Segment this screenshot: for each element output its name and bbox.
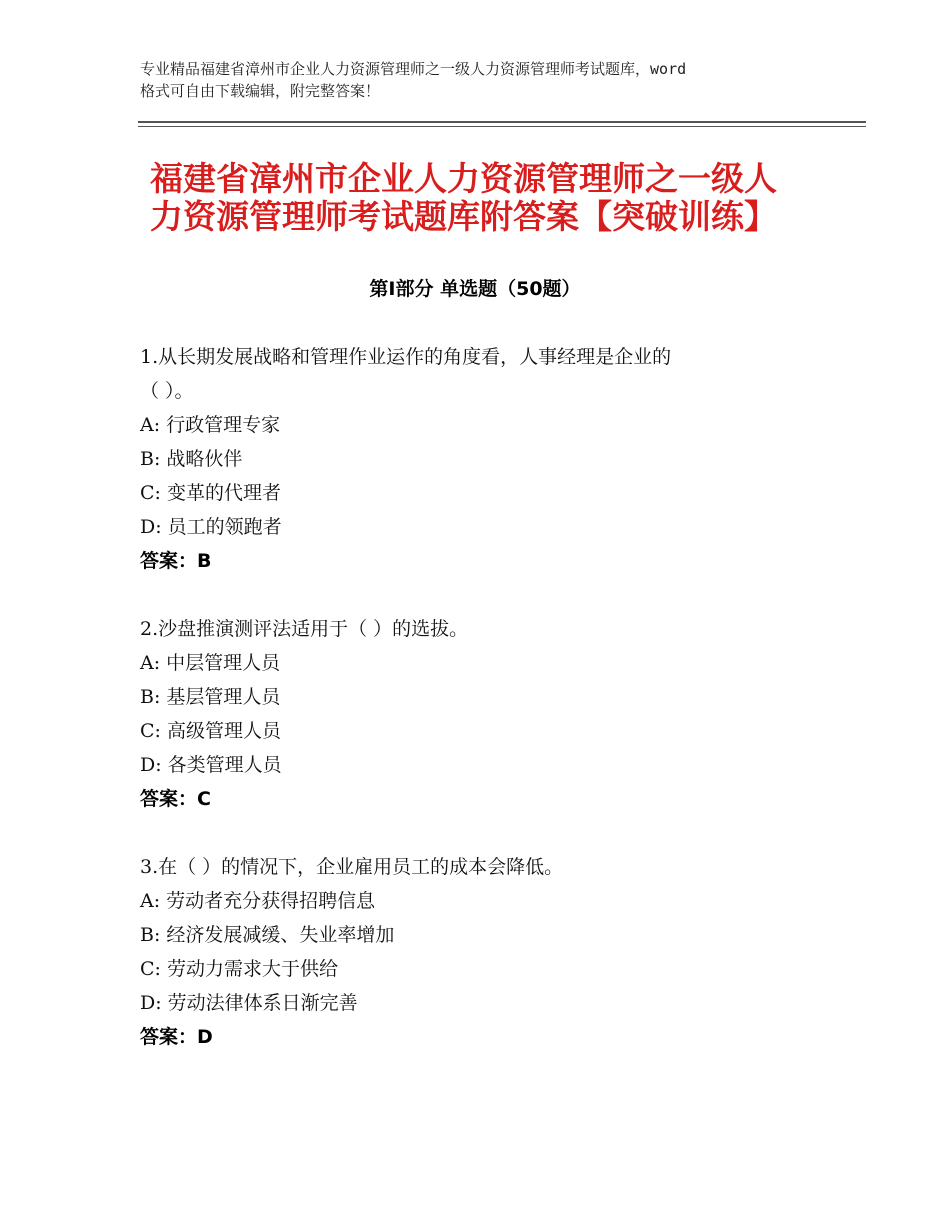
question-3 xyxy=(140,850,840,1054)
answer-label: 答案：D xyxy=(140,1026,213,1048)
question-stem: 2.沙盘推演测评法适用于（ ）的选拔。 xyxy=(140,618,469,640)
option-a: A: 中层管理人员 xyxy=(140,652,281,674)
section-heading: 第Ⅰ部分 单选题（50题） xyxy=(369,278,581,300)
question-list xyxy=(140,340,840,1088)
question-1 xyxy=(140,340,840,578)
option-c: C: 劳动力需求大于供给 xyxy=(140,958,338,980)
option-b: B: 战略伙伴 xyxy=(140,448,243,470)
question-stem: 3.在（ ）的情况下，企业雇用员工的成本会降低。 xyxy=(140,856,564,878)
option-b: B: 基层管理人员 xyxy=(140,686,281,708)
document-title xyxy=(150,160,850,236)
answer-label: 答案：C xyxy=(140,788,211,810)
option-c: C: 高级管理人员 xyxy=(140,720,281,742)
header-note-line-1: 专业精品福建省漳州市企业人力资源管理师之一级人力资源管理师考试题库，word xyxy=(140,60,687,78)
question-2 xyxy=(140,612,840,816)
option-d: D: 员工的领跑者 xyxy=(140,516,282,538)
question-stem-continued: （ ）。 xyxy=(140,380,194,402)
option-a: A: 劳动者充分获得招聘信息 xyxy=(140,890,376,912)
option-b: B: 经济发展减缓、失业率增加 xyxy=(140,924,395,946)
option-c: C: 变革的代理者 xyxy=(140,482,281,504)
header-note xyxy=(140,58,830,102)
option-d: D: 各类管理人员 xyxy=(140,754,282,776)
option-a: A: 行政管理专家 xyxy=(140,414,281,436)
header-rule-thin xyxy=(138,126,866,127)
document-title-line-2: 力资源管理师考试题库附答案【突破训练】 xyxy=(150,197,777,236)
header-rule-thick xyxy=(138,121,866,123)
question-stem: 1.从长期发展战略和管理作业运作的角度看，人事经理是企业的 xyxy=(140,346,672,368)
option-d: D: 劳动法律体系日渐完善 xyxy=(140,992,358,1014)
header-note-line-2: 格式可自由下载编辑，附完整答案！ xyxy=(140,82,381,100)
document-title-line-1: 福建省漳州市企业人力资源管理师之一级人 xyxy=(150,159,777,198)
answer-label: 答案：B xyxy=(140,550,212,572)
